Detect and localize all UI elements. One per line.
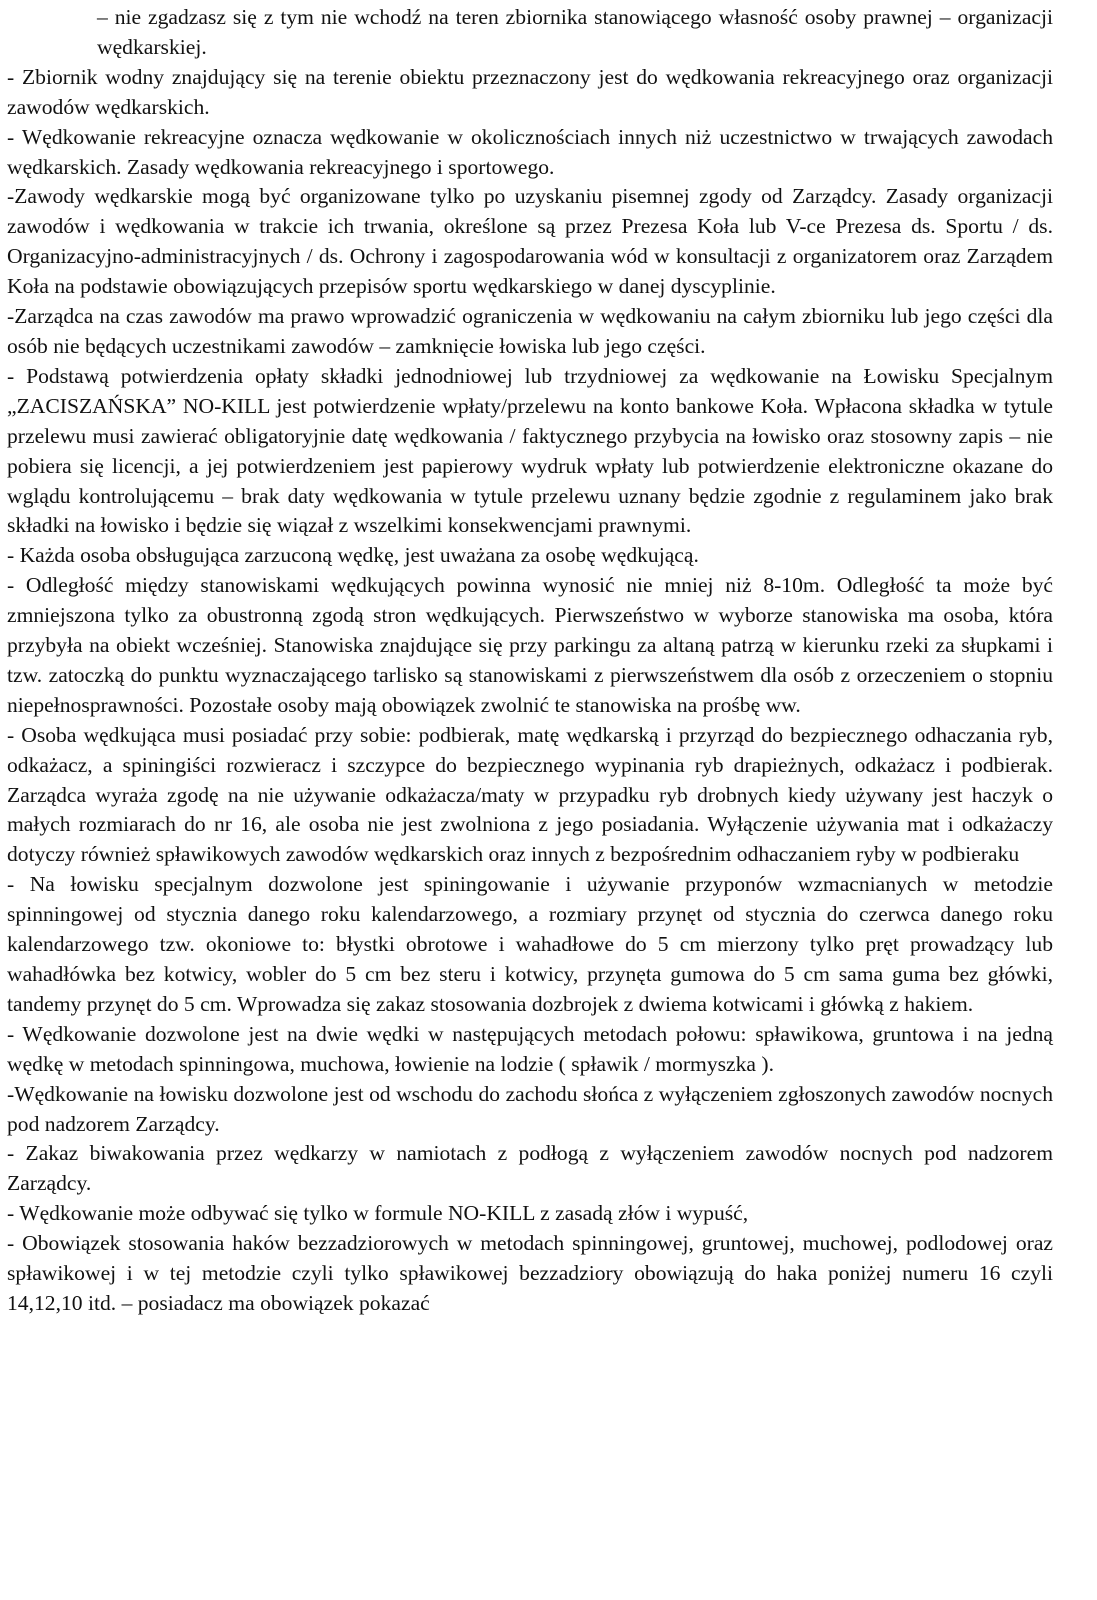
paragraph-angler-definition: - Każda osoba obsługująca zarzuconą wędkę, jest uważana za osobę wędkującą. [7, 543, 699, 568]
document-page [7, 3, 1053, 1319]
paragraph-no-kill: - Wędkowanie może odbywać się tylko w formule NO-KILL z zasadą złów i wypuść, [7, 1201, 749, 1226]
paragraph-barbless-hooks: - Obowiązek stosowania haków bezzadziorowych w metodach spinningowej, gruntowej, muchowej, podlodowej oraz spławikowej i w tej metodzie czyli tylko spławikowej bezzadziory obowiązują do haka poniżej numeru 16 czyli 14,12,10 itd. – posiadacz ma obowiązek pokazać [7, 1231, 1053, 1315]
paragraph-recreational-definition: - Wędkowanie rekreacyjne oznacza wędkowanie w okolicznościach innych niż uczestnictwo w trwających zawodach wędkarskich. Zasady wędkowania rekreacyjnego i sportowego. [7, 124, 1053, 179]
paragraph-spinning-rules: - Na łowisku specjalnym dozwolone jest spiningowanie i używanie przyponów wzmacnianych w metodzie spinningowej od stycznia danego roku kalendarzowego, a rozmiary przynęt od stycznia do czerwca danego roku kalendarzowego tzw. okoniowe to: błystki obrotowe i wahadłowe do 5 cm mierzony tylko pręt prowadzący lub wahadłówka bez kotwicy, wobler do 5 cm bez steru i kotwicy, przynęta gumowa do 5 cm sama guma bez główki, tandemy przynęt do 5 cm. Wprowadza się zakaz stosowania dozbrojek z dwiema kotwicami i główką z hakiem. [7, 872, 1053, 1016]
paragraph-camping-ban: - Zakaz biwakowania przez wędkarzy w namiotach z podłogą z wyłączeniem zawodów nocnych pod nadzorem Zarządcy. [7, 1141, 1053, 1196]
paragraph-fishing-hours: -Wędkowanie na łowisku dozwolone jest od wschodu do zachodu słońca z wyłączeniem zgłoszonych zawodów nocnych pod nadzorem Zarządcy. [7, 1081, 1053, 1136]
paragraph-consent-note: – nie zgadzasz się z tym nie wchodź na teren zbiornika stanowiącego własność osoby prawnej – organizacji wędkarskiej. [97, 5, 1053, 59]
paragraph-fee-confirmation: - Podstawą potwierdzenia opłaty składki jednodniowej lub trzydniowej za wędkowanie na Łowisku Specjalnym „ZACISZAŃSKA” NO-KILL jest potwierdzenie wpłaty/przelewu na konto bankowe Koła. Wpłacona składka w tytule przelewu musi zawierać obligatoryjnie datę wędkowania / faktycznego przybycia na łowisko oraz stosowny zapis – nie pobiera się licencji, a jej potwierdzeniem jest papierowy wydruk wpłaty lub potwierdzenie elektroniczne okazane do wglądu kontrolującemu – brak daty wędkowania w tytule przelewu uznany będzie zgodnie z regulaminem jako brak składki na łowisko i będzie się wiązał z wszelkimi konsekwencjami prawnymi. [7, 363, 1053, 538]
paragraph-competitions: -Zawody wędkarskie mogą być organizowane tylko po uzyskaniu pisemnej zgody od Zarządcy. Zasady organizacji zawodów i wędkowania w trakcie ich trwania, określone są przez Prezesa Koła lub V-ce Prezesa ds. Sportu / ds. Organizacyjno-administracyjnych / ds. Ochrony i zagospodarowania wód w konsultacji z organizatorem oraz Zarządem Koła na podstawie obowiązujących przepisów sportu wędkarskiego w danej dyscyplinie. [7, 184, 1053, 299]
paragraph-required-equipment: - Osoba wędkująca musi posiadać przy sobie: podbierak, matę wędkarską i przyrząd do bezpiecznego odhaczania ryb, odkażacz, a spiningiści rozwieracz i szczypce do bezpiecznego wypinania ryb drapieżnych, odkażacz i podbierak. Zarządca wyraża zgodę na nie używanie odkażacza/maty w przypadku ryb drobnych kiedy używany jest haczyk o małych rozmiarach do nr 16, ale osoba nie jest zwolniona z jego posiadania. Wyłączenie używania mat i odkażaczy dotyczy również spławikowych zawodów wędkarskich oraz innych z bezpośrednim odhaczaniem ryby w podbieraku [7, 722, 1053, 867]
paragraph-reservoir-purpose: - Zbiornik wodny znajdujący się na terenie obiektu przeznaczony jest do wędkowania rekreacyjnego oraz organizacji zawodów wędkarskich. [7, 64, 1053, 119]
paragraph-station-distance: - Odległość między stanowiskami wędkujących powinna wynosić nie mniej niż 8-10m. Odległość ta może być zmniejszona tylko za obustronną zgodą stron wędkujących. Pierwszeństwo w wyborze stanowiska ma osoba, która przybyła na obiekt wcześniej. Stanowiska znajdujące się przy parkingu za altaną patrzą w kierunku rzeki za słupkami i tzw. zatoczką do punktu wyznaczającego tarlisko są stanowiskami z pierwszeństwem dla osób z orzeczeniem o stopniu niepełnosprawności. Pozostałe osoby mają obowiązek zwolnić te stanowiska na prośbę ww. [7, 573, 1053, 717]
paragraph-allowed-methods: - Wędkowanie dozwolone jest na dwie wędki w następujących metodach połowu: spławikowa, gruntowa i na jedną wędkę w metodach spinningowa, muchowa, łowienie na lodzie ( spławik / mormyszka ). [7, 1021, 1053, 1076]
paragraph-competition-restrictions: -Zarządca na czas zawodów ma prawo wprowadzić ograniczenia w wędkowaniu na całym zbiorniku lub jego części dla osób nie będących uczestnikami zawodów – zamknięcie łowiska lub jego części. [7, 304, 1053, 358]
